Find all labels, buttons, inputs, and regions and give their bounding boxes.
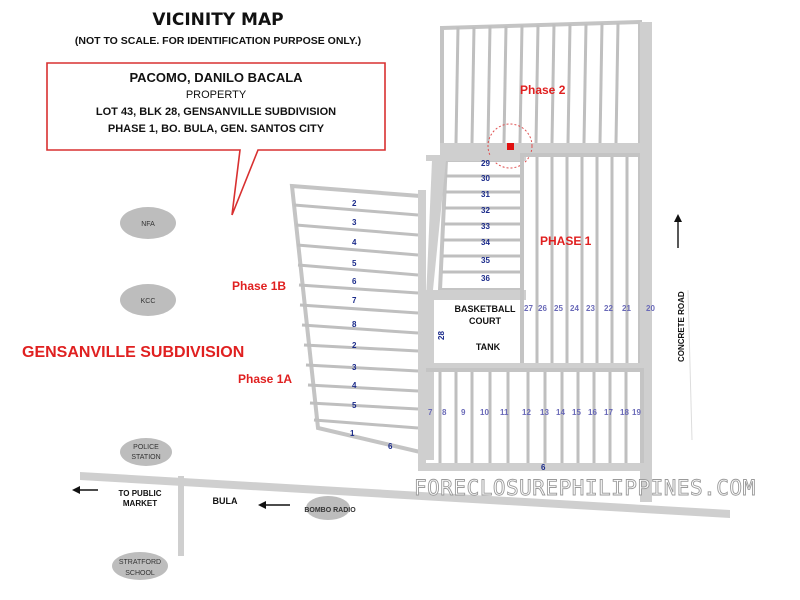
property-callout bbox=[47, 63, 385, 215]
lot-12-bottom-label: 12 bbox=[522, 408, 531, 417]
map-subtitle: (NOT TO SCALE. FOR IDENTIFICATION PURPOSE ONLY.) bbox=[74, 35, 362, 47]
kcc-landmark bbox=[120, 284, 176, 316]
lot-10-bottom-label: 10 bbox=[480, 408, 489, 417]
phase1b-lot-4-label: 4 bbox=[352, 238, 357, 247]
phase2-block bbox=[440, 22, 646, 155]
nfa-label: NFA bbox=[141, 221, 155, 228]
lot-33-label: 33 bbox=[481, 222, 490, 231]
lot-31-label: 31 bbox=[481, 190, 490, 199]
lot-17-bottom-label: 17 bbox=[604, 408, 613, 417]
lot-8-bottom-label: 8 bbox=[442, 408, 447, 417]
lot-9-bottom-label: 9 bbox=[461, 408, 466, 417]
lot-26-label: 26 bbox=[538, 304, 547, 313]
police-label-1: POLICE bbox=[133, 444, 159, 451]
lot-15-bottom-label: 15 bbox=[572, 408, 581, 417]
lot-27-label: 27 bbox=[524, 304, 533, 313]
phase2-label: Phase 2 bbox=[520, 83, 566, 97]
lot-13-bottom-label: 13 bbox=[540, 408, 549, 417]
lot-25-label: 25 bbox=[554, 304, 563, 313]
phase1a-lot-6-label: 6 bbox=[388, 442, 393, 451]
tank-label: TANK bbox=[475, 342, 501, 352]
lot-16-bottom-label: 16 bbox=[588, 408, 597, 417]
phase1a-lot-4-label: 4 bbox=[352, 381, 357, 390]
kcc-label: KCC bbox=[140, 298, 156, 305]
phase1a-lot-3-label: 3 bbox=[352, 363, 357, 372]
phase1a-label: Phase 1A bbox=[238, 372, 293, 386]
bula-label: BULA bbox=[212, 496, 238, 506]
phase1b-lot-5-label: 5 bbox=[352, 259, 357, 268]
phase1b-lot-7-label: 7 bbox=[352, 296, 357, 305]
lot-29-label: 29 bbox=[481, 159, 490, 168]
phase1-label: PHASE 1 bbox=[540, 234, 592, 248]
lot-35-label: 35 bbox=[481, 256, 490, 265]
concrete-road-label: CONCRETE ROAD bbox=[677, 291, 686, 362]
lot-32-label: 32 bbox=[481, 206, 490, 215]
lot-34-label: 34 bbox=[481, 238, 490, 247]
concrete-road bbox=[674, 214, 692, 440]
basketball-label: BASKETBALL bbox=[454, 304, 516, 314]
map-title: VICINITY MAP bbox=[152, 10, 284, 30]
lot-23-label: 23 bbox=[586, 304, 595, 313]
stratford-label-2: SCHOOL bbox=[125, 570, 155, 577]
watermark: FORECLOSUREPHILIPPINES.COM bbox=[414, 476, 756, 500]
callout-owner: PACOMO, DANILO BACALA bbox=[129, 70, 303, 85]
lot-22-label: 22 bbox=[604, 304, 613, 313]
phase1a-lot-5-label: 5 bbox=[352, 401, 357, 410]
phase1b-lot-3-label: 3 bbox=[352, 218, 357, 227]
bottom-block bbox=[424, 370, 642, 465]
phase1a-lot-1-label: 1 bbox=[350, 429, 355, 438]
lot-24-label: 24 bbox=[570, 304, 579, 313]
lot-7-bottom-label: 7 bbox=[428, 408, 433, 417]
road-6-label: 6 bbox=[541, 463, 546, 472]
lot-11-bottom-label: 11 bbox=[500, 408, 509, 417]
lot-14-bottom-label: 14 bbox=[556, 408, 565, 417]
court-label: COURT bbox=[469, 316, 501, 326]
callout-line2: PHASE 1, BO. BULA, GEN. SANTOS CITY bbox=[107, 123, 325, 135]
bombo-radio-landmark bbox=[304, 496, 356, 520]
nfa-landmark bbox=[120, 207, 176, 239]
stratford-label-1: STRATFORD bbox=[118, 559, 162, 566]
bombo-label: BOMBO RADIO bbox=[304, 507, 356, 514]
police-station-landmark bbox=[120, 438, 172, 466]
callout-type: PROPERTY bbox=[185, 89, 247, 101]
police-label-2: STATION bbox=[131, 454, 161, 461]
callout-line1: LOT 43, BLK 28, GENSANVILLE SUBDIVISION bbox=[95, 106, 337, 118]
phase1-block bbox=[522, 155, 640, 365]
phase1b-lot-2-label: 2 bbox=[352, 199, 357, 208]
public-market-label-1: TO PUBLIC bbox=[118, 489, 162, 498]
lot-36-label: 36 bbox=[481, 274, 490, 283]
phase1a-lot-2-label: 2 bbox=[352, 341, 357, 350]
phase1b-lot-6-label: 6 bbox=[352, 277, 357, 286]
subdivision-name: GENSANVILLE SUBDIVISION bbox=[22, 344, 245, 361]
public-market-label-2: MARKET bbox=[122, 499, 158, 508]
lot-30-label: 30 bbox=[481, 174, 490, 183]
stratford-school-landmark bbox=[112, 552, 168, 580]
phase1b-label: Phase 1B bbox=[232, 279, 287, 293]
lot-20-label: 20 bbox=[646, 304, 655, 313]
block-28-label: 28 bbox=[437, 331, 446, 340]
lot-21-label: 21 bbox=[622, 304, 631, 313]
lot-18-bottom-label: 18 bbox=[620, 408, 629, 417]
phase1b-lot-8-label: 8 bbox=[352, 320, 357, 329]
left-block bbox=[232, 186, 426, 470]
lot-19-bottom-label: 19 bbox=[632, 408, 641, 417]
